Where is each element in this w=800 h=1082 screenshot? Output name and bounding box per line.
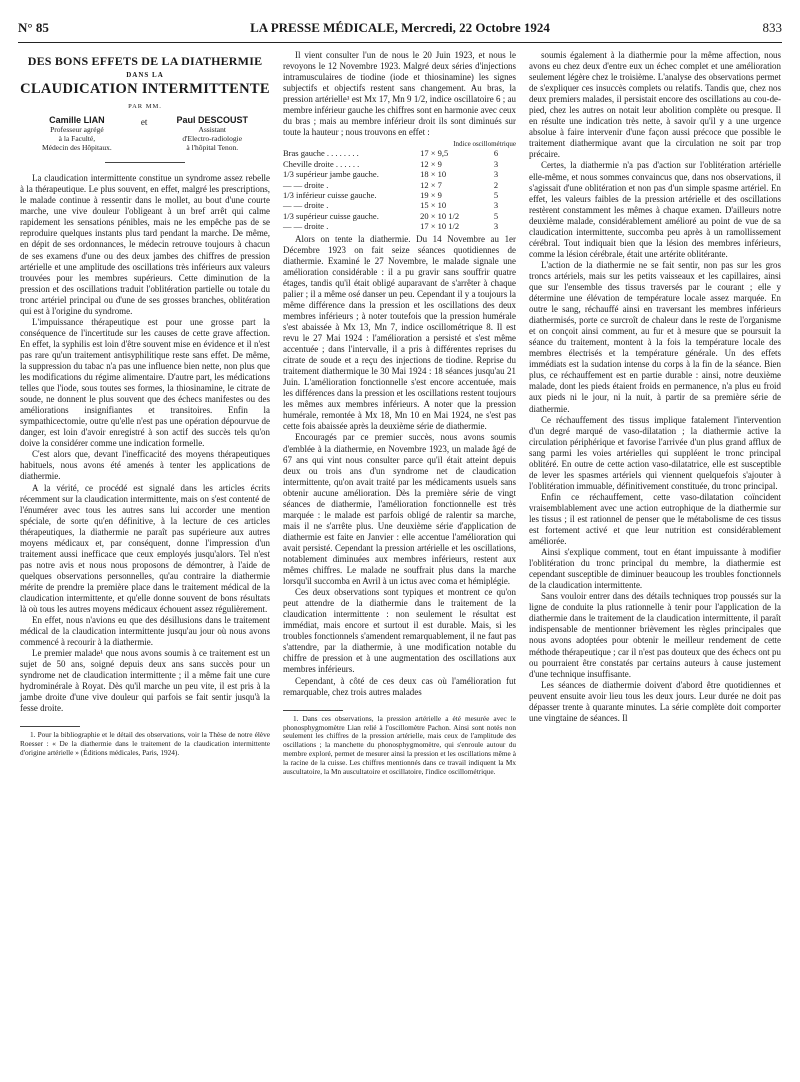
- paragraph: A la vérité, ce procédé est signalé dans les articles écrits récemment sur la claudication intermittente, mais on s'est contenté de l'énumérer avec tous les autres sans lui accorder une mention spéciale, de sorte qu'en définitive, à la lecture de ces articles thérapeutiques, la diathermie ne paraît pas supérieure aux autres moyens médicaux et, par conséquent, donne l'impression d'un traitement aussi inefficace que ceux employés jusqu'alors. Tel n'est pas notre avis et nous nous proposons de démontrer, à l'aide de quelques observations personnelles, qu'au contraire la diathermie mérite de prendre la première place dans le traitement médical de la claudication intermittente, et qu'elle donne souvent de bons résultats là où tous les autres moyens médicaux échouent assez régulièrement.: [20, 482, 270, 615]
- table-row: [283, 200, 516, 210]
- paragraph: soumis également à la diathermie pour la même affection, nous avons eu chez deux d'entre eux un échec complet et une amélioration seulement légère chez le troisième. L'analyse des observations permet de s'expliquer ces insuccès complets ou relatifs. Tandis que, chez nos deux premiers malades, il persistait encore des oscillations au cou-de-pied, chez les autres on notait leur abolition complète ou presque. Il en résulte une indication très nette, à savoir qu'il y a une urgence absolue à faire intervenir d'une façon aussi précoce que possible le traitement diathermique avant que la circulation ne soit par trop précaire.: [529, 50, 781, 160]
- authors: [20, 116, 270, 152]
- table-cell-label: 1/3 supérieur jambe gauche.: [283, 169, 379, 180]
- table-cell-index: 3: [493, 200, 499, 211]
- paragraph: Il vient consulter l'un de nous le 20 Juin 1923, et nous le revoyons le 12 Novembre 1923. Malgré deux séries d'injections intramusculaires de tiodine (iode et thiosinamine) les signes subjectifs et objectifs restent sans changement. Au bras, la pression artérielle¹ est Mx 17, Mn 9 1/2, indice oscillatoire 6 ; au membre inférieur gauche les chiffres sont en harmonie avec ceux du bras ; mais au membre inférieur droit ils sont diminués sur toute la hauteur ; nous trouvons en effet :: [283, 50, 516, 138]
- column-3: [529, 50, 781, 724]
- table-cell-value: 19 × 9: [420, 190, 442, 200]
- table-cell-label: Bras gauche . . . . . . . .: [283, 148, 359, 159]
- table-row: [283, 159, 516, 169]
- table-cell-value: 20 × 10 1/2: [420, 210, 460, 221]
- table-cell-value: 17 × 9,5: [420, 148, 449, 159]
- table-cell-label: — — droite .: [283, 179, 329, 190]
- author-1-role: à la Faculté,: [58, 134, 96, 144]
- heading-rule: [105, 162, 185, 163]
- table-cell-label: Cheville droite . . . . . .: [283, 158, 360, 169]
- article-par: PAR MM.: [128, 103, 162, 111]
- paragraph: Ces deux observations sont typiques et montrent ce qu'on peut attendre de la diathermie dans le traitement de la claudication intermittente : non seulement le résultat est immédiat, mais encore et surtout il est durable. Mais, si les troubles fonctionnels s'amendent remarquablement, il ne faut pas s'attendre, par la diathermie, à une modification notable du chiffre de pression et à une augmentation des oscillations aux membres inférieurs.: [283, 587, 516, 675]
- table-cell-value: 15 × 10: [420, 200, 447, 211]
- table-row: [283, 169, 516, 179]
- table-cell-index: 3: [493, 169, 499, 180]
- footnote-text: 1. Pour la bibliographie et le détail des observations, voir la Thèse de notre élève Roesser : « De la diathermie dans le traitement de la claudication intermittente d'origine artérielle » (Éditions médicales, Paris, 1924).: [20, 730, 270, 758]
- table-cell-index: 6: [493, 148, 499, 159]
- article-title-line2: DANS LA: [126, 71, 164, 80]
- table-cell-value: 17 × 10 1/2: [420, 221, 460, 232]
- paragraph: Ainsi s'explique comment, tout en étant impuissante à modifier l'oblitération du tronc principal du membre, la diathermie est cependant susceptible de diminuer beaucoup les troubles fonctionnels de la claudication intermittente.: [529, 547, 781, 591]
- authors-conjunction: et: [140, 117, 148, 128]
- table-cell-label: — — droite .: [283, 221, 329, 232]
- paragraph: Enfin ce réchauffement, cette vaso-dilatation coïncident vraisemblablement avec une action eutrophique de la diathermie sur les tissus ; il est rationnel de penser que le métabolisme de ces tissus est fortement activé et que leur nutrition est considérablement améliorée.: [529, 491, 781, 547]
- paragraph: Alors on tente la diathermie. Du 14 Novembre au 1er Décembre 1923 on fait seize séances quotidiennes de diathermie. Examiné le 27 Novembre, le malade signale une amélioration considérable : il a pu gravir sans souffrir quatre étages, tandis qu'il était obligé auparavant de s'arrêter à chaque palier ; il a même osé danser un peu. Cependant il y a toujours la même différence dans la pression et les oscillations des deux membres inférieurs ; à noter toutefois que la pression humérale s'est abaissée à Mx 13, Mn 7, indice oscillométrique 8. Il est revu le 27 Mai 1924 : l'amélioration a persisté et s'est même accentuée ; dans l'intervalle, il a pris à différentes reprises du citrate de soude et a reçu des injections de tiodine. Reprise du traitement diathermique le 30 Mai 1924 : 18 séances jusqu'au 21 Juin. L'amélioration fonctionnelle s'est encore accentuée, mais les différences dans la pression et les oscillations restent toujours les mêmes aux membres inférieurs. A noter que la pression humérale, remontée à Mx 18, Mn 10 en Mai 1924, ne s'est pas cette fois abaissée après la deuxième série de diathermie.: [283, 233, 516, 432]
- page-header: [18, 20, 782, 42]
- table-cell-index: 5: [493, 210, 499, 221]
- author-1-role: Professeur agrégé: [50, 125, 104, 135]
- header-rule: [18, 42, 782, 43]
- table-header: Indice oscillométrique: [453, 140, 516, 149]
- author-2: [176, 116, 248, 152]
- article-title-line3: CLAUDICATION INTERMITTENTE: [20, 81, 270, 98]
- journal-title: LA PRESSE MÉDICALE, Mercredi, 22 Octobre 1924: [250, 20, 550, 35]
- table-cell-value: 12 × 7: [420, 179, 442, 190]
- pressure-table: [283, 140, 516, 231]
- author-1-role: Médecin des Hôpitaux.: [42, 143, 112, 153]
- paragraph: Cependant, à côté de ces deux cas où l'amélioration fut remarquable, chez trois autres malades: [283, 675, 516, 697]
- paragraph: Sans vouloir entrer dans des détails techniques trop poussés sur la ligne de conduite la plus rationnelle à tenir pour l'application de la diathermie dans le traitement de la claudication intermittente, il paraît indispensable de mentionner brièvement les règles principales que nous avons adoptées pour obtenir le meilleur rendement de cette méthode thérapeutique ; car il n'est pas douteux que des échecs ont pu ou pourraient être constatés par certains auteurs à cause justement d'une technique insuffisante.: [529, 591, 781, 679]
- issue-number: N° 85: [18, 20, 49, 35]
- column-1: [20, 50, 270, 758]
- article-heading: [20, 56, 270, 163]
- footnote-text: 1. Dans ces observations, la pression artérielle a été mesurée avec le phonosphygmomètre Lian relié à l'oscillomètre Pachon. Ainsi sont notés non seulement les chiffres de la pression artérielle, mais ceux de l'amplitude des oscillations ; la manchette du phonosphygmomètre, qui s'enroule autour du membre exploré, permet de mesurer ainsi la pression et les oscillations même à la racine de la cuisse. Les chiffres mentionnés dans ce travail indiquent la Mx auscultatoire, la Mn auscultatoire et oscillatoire, l'indice oscillométrique.: [283, 713, 516, 777]
- paragraph: L'action de la diathermie ne se fait sentir, non pas sur les gros troncs artériels, mais sur les petits vaisseaux et les capillaires, ainsi que sur l'ensemble des tissus traversés par le courant ; elle y détermine une élévation de température locale assez marquée. En outre le sang, réchauffé ainsi en traversant les membres inférieurs diathermisés, porte ce surcroît de chaleur dans le reste de l'organisme et on conçoit ainsi comment, au fur et à mesure que se poursuit la séance du traitement, montent à la fois la température locale des membres électrisés et la température générale. Un des effets immédiats est la sudation intense du corps à la fin de la séance. Bien plus, ce réchauffement est en partie durable : ainsi, notre deuxième malade, dont les pieds étaient froids en permanence, n'a plus eu froid aux pieds ni le jour, ni la nuit, à partir de sa première série de diathermie.: [529, 259, 781, 414]
- paragraph: La claudication intermittente constitue un syndrome assez rebelle à la thérapeutique. Le plus souvent, en effet, malgré les prescriptions, le malade continue à ressentir dans le mollet, au bout d'une courte marche, une vive douleur l'obligeant à un bref arrêt qui calme rapidement les sensations pénibles, mais ne les empêche pas de se reproduire quelques instants plus tard pendant la marche. De même, en dépit de ses ordonnances, le médecin retrouve toujours à chacun de ses examens d'une ou des deux jambes des chiffres de pression artérielle et une amplitude des oscillations très inférieurs aux valeurs trouvées pour les membres supérieurs. Cette diminution de la pression et des oscillations traduit l'oblitération partielle ou totale du tronc artériel principal ou d'une de ses grosses branches, oblitération qui est à l'origine du syndrome.: [20, 173, 270, 316]
- table-row: [283, 221, 516, 231]
- table-cell-label: — — droite .: [283, 200, 329, 211]
- column-2: [283, 50, 516, 777]
- table-cell-label: 1/3 supérieur cuisse gauche.: [283, 210, 379, 221]
- table-cell-index: 3: [493, 221, 499, 232]
- table-row: [283, 211, 516, 221]
- author-2-role: Assistant: [198, 125, 226, 135]
- author-1: [42, 116, 112, 152]
- author-2-name: Paul DESCOUST: [176, 115, 248, 126]
- table-row: [283, 148, 516, 158]
- paragraph: Les séances de diathermie doivent d'abord être quotidiennes et peuvent ensuite avoir lieu tous les deux jours. Leur durée ne doit pas dépasser trente à quarante minutes. La série complète doit comporter une vingtaine de séances. Il: [529, 679, 781, 723]
- footnote-rule: [283, 710, 343, 711]
- paragraph: En effet, nous n'avions eu que des désillusions dans le traitement médical de la claudication intermittente jusqu'au jour où nous avons commencé à recourir à la diathermie.: [20, 615, 270, 648]
- table-row: [283, 180, 516, 190]
- table-cell-index: 5: [493, 190, 499, 200]
- author-2-role: à l'hôpital Tenon.: [186, 143, 239, 153]
- paragraph: Encouragés par ce premier succès, nous avons soumis d'emblée à la diathermie, en Novembre 1923, un malade âgé de 67 ans qui vint nous consulter parce qu'il était atteint depuis deux ou trois ans d'un syndrome net de claudication intermittente, qu'on avait traité par les médicaments usuels sans obtenir aucune amélioration. Dès la première série de vingt séances de diathermie, l'amélioration fonctionnelle est très marquée : le malade est parfois obligé de ralentir sa marche, mais il ne s'arrête plus. Une deuxième série d'application de diathermie est faite en Janvier : elle accentue l'amélioration qui avait persisté. Cependant la pression artérielle et les oscillations, notablement diminuées aux membres inférieurs, restent aux mêmes chiffres. Le malade ne souffrait plus dans la marche lorsqu'il succomba en Avril à un ictus avec coma et hémiplégie.: [283, 432, 516, 587]
- table-cell-value: 12 × 9: [420, 158, 442, 169]
- author-1-name: Camille LIAN: [49, 115, 105, 126]
- footnote: [283, 715, 516, 777]
- paragraph: C'est alors que, devant l'inefficacité des moyens thérapeutiques habituels, nous avons été amenés à tenter les applications de diathermie.: [20, 449, 270, 482]
- paragraph: Ce réchauffement des tissus implique fatalement l'intervention d'un degré marqué de vaso-dilatation ; la diathermie active la circulation périphérique et favorise l'arrivée d'un plus grand afflux de sang parmi les voies artérielles qui suppléent le tronc principal oblitéré. En outre de cette action vaso-dilatatrice, elle est susceptible de lever les spasmes artériels qui viennent quelquefois s'ajouter à l'oblitération immuable, définitivement constituée, du tronc principal.: [529, 414, 781, 491]
- paragraph: Certes, la diathermie n'a pas d'action sur l'oblitération artérielle elle-même, et nous sommes convaincus que, dans nos observations, il s'agissait d'une oblitération et non pas d'un simple spasme artériel. En effet, les valeurs faibles de la pression artérielle et des oscillations restèrent constamment les mêmes à chaque examen. D'ailleurs notre deuxième malade, considérablement amélioré au point de vue de sa claudication intermittente, succomba peu après à un ramollissement cérébral. Tout indiquait bien que la lésion des membres inférieurs, comme la lésion cérébrale, était une artérite oblitérante.: [529, 160, 781, 259]
- footnote: [20, 731, 270, 758]
- table-cell-value: 18 × 10: [420, 169, 447, 180]
- table-cell-index: 2: [493, 179, 499, 190]
- footnote-rule: [20, 726, 80, 727]
- table-cell-index: 3: [493, 158, 499, 169]
- table-cell-label: 1/3 inférieur cuisse gauche.: [283, 190, 377, 200]
- article-title-line1: DES BONS EFFETS DE LA DIATHERMIE: [27, 54, 263, 68]
- page-number: 833: [762, 20, 782, 35]
- author-2-role: d'Electro-radiologie: [182, 134, 243, 144]
- table-header-row: [283, 140, 516, 148]
- paragraph: Le premier malade¹ que nous avons soumis à ce traitement est un sujet de 50 ans, soigné depuis deux ans sans succès pour un syndrome net de claudication intermittente ; il a même fait une cure hydrominérale à Royat. Dès qu'il marche un peu vite, il est pris à la jambe droite d'une vive douleur qui parfois se fait sentir jusqu'à la fesse droite.: [20, 648, 270, 714]
- table-row: [283, 190, 516, 200]
- paragraph: L'impuissance thérapeutique est pour une grosse part la conséquence de l'incertitude sur les causes de cette grave affection. En effet, la syphilis est loin d'être souvent mise en évidence et il n'est pas rare qu'un traitement antisyphilitique reste sans effet. De même, la suppression du tabac n'a pas une influence bien nette, non plus que les modifications du régime alimentaire. D'autre part, les médications telles que l'iode, sous toutes ses formes, la thiosinamine, le citrate de soude, ne donnent le plus souvent que des échecs manifestes ou des améliorations insignifiantes et transitoires. Enfin la sympathicectomie, outre qu'elle n'est pas une opération dépourvue de danger, est loin d'avoir enregistré à son actif des succès tels qu'on doive la considérer comme une indication formelle.: [20, 316, 270, 449]
